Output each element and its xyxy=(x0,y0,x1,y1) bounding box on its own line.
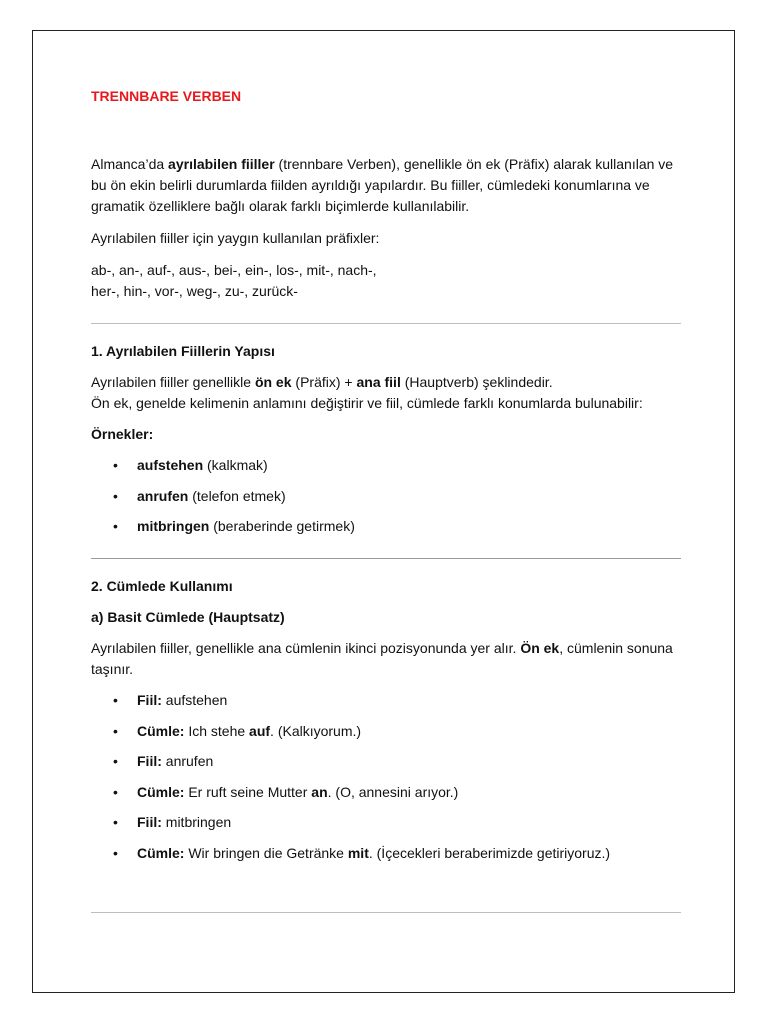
item-text: mitbringen xyxy=(161,814,232,830)
item-bold: an xyxy=(311,783,328,800)
s1-text-c: (Präfix) + xyxy=(291,374,357,390)
examples-list xyxy=(91,455,681,537)
section2-heading: 2. Cümlede Kullanımı xyxy=(91,578,233,594)
item-pre: Wir bringen die Getränke xyxy=(184,844,348,861)
item-post: . (Kalkıyorum.) xyxy=(270,722,362,739)
intro-text-c: (trennbare Verben), genellikle ön ek (Präfix) alarak kullanılan ve bu ön ekin belirli durumlarda fiilden ayrıldığı yapılardır. Bu fiiller, cümledeki konumlarına ve gramatik özelliklere bağlı olarak farklı biçimlerde kullanılabilir. xyxy=(91,156,674,214)
s1-bold-prefix: ön ek xyxy=(254,374,292,390)
s1-bold-mainverb: ana fiil xyxy=(356,374,401,390)
intro-paragraph xyxy=(91,154,681,217)
divider-2 xyxy=(91,558,681,559)
divider-1 xyxy=(91,323,681,324)
list-item xyxy=(91,751,681,772)
examples-label: Örnekler: xyxy=(91,426,154,442)
document-title: TRENNBARE VERBEN xyxy=(91,88,242,104)
item-label: Fiil: xyxy=(137,814,162,830)
usage-list xyxy=(91,690,681,864)
list-item xyxy=(91,721,681,742)
item-post: . (İçecekleri beraberimizde getiriyoruz.) xyxy=(368,844,611,861)
s2-text-a: Ayrılabilen fiiller, genellikle ana cümlenin ikinci pozisyonunda yer alır. xyxy=(91,640,521,656)
s1-text-e: (Hauptverb) şeklindedir. xyxy=(400,374,553,390)
example-verb: aufstehen xyxy=(137,457,204,473)
list-item xyxy=(91,516,681,537)
s2-text-c: , cümlenin sonuna taşınır. xyxy=(91,640,673,677)
item-label: Fiil: xyxy=(137,753,162,769)
document-body xyxy=(91,80,681,930)
s2-bold-prefix: Ön ek xyxy=(520,640,560,656)
intro-bold-term: ayrılabilen fiiller xyxy=(168,156,275,172)
section1-text xyxy=(91,372,681,414)
item-text: anrufen xyxy=(161,753,214,769)
example-meaning: (telefon etmek) xyxy=(188,487,286,504)
example-verb: mitbringen xyxy=(137,518,210,534)
divider-3 xyxy=(91,912,681,913)
item-label: Cümle: xyxy=(137,722,185,739)
example-meaning: (beraberinde getirmek) xyxy=(209,518,355,534)
item-bold: auf xyxy=(249,722,271,739)
example-verb: anrufen xyxy=(137,487,189,504)
item-post: . (O, annesini arıyor.) xyxy=(327,783,459,800)
list-item xyxy=(91,843,681,864)
list-item xyxy=(91,486,681,507)
section2-text xyxy=(91,638,681,680)
list-item xyxy=(91,782,681,803)
s1-text-line2: Ön ek, genelde kelimenin anlamını değiştirir ve fiil, cümlede farklı konumlarda bulunabilir: xyxy=(91,395,643,411)
prefix-intro: Ayrılabilen fiiller için yaygın kullanılan präfixler: xyxy=(91,230,380,246)
item-label: Cümle: xyxy=(137,783,185,800)
item-label: Cümle: xyxy=(137,844,185,861)
item-label: Fiil: xyxy=(137,692,162,708)
section2-subheading: a) Basit Cümlede (Hauptsatz) xyxy=(91,609,285,625)
list-item xyxy=(91,812,681,833)
item-pre: Er ruft seine Mutter xyxy=(184,783,312,800)
prefix-line-2: her-, hin-, vor-, weg-, zu-, zurück- xyxy=(91,283,298,299)
item-bold: mit xyxy=(347,844,369,861)
section1-heading: 1. Ayrılabilen Fiillerin Yapısı xyxy=(91,343,275,359)
item-pre: Ich stehe xyxy=(184,722,250,739)
item-text: aufstehen xyxy=(161,692,228,708)
prefix-line-1: ab-, an-, auf-, aus-, bei-, ein-, los-, mit-, nach-, xyxy=(91,262,377,278)
prefix-list xyxy=(91,260,681,302)
s1-text-a: Ayrılabilen fiiller genellikle xyxy=(91,374,255,390)
list-item xyxy=(91,455,681,476)
intro-text-a: Almanca’da xyxy=(91,156,169,172)
list-item xyxy=(91,690,681,711)
example-meaning: (kalkmak) xyxy=(203,457,268,473)
